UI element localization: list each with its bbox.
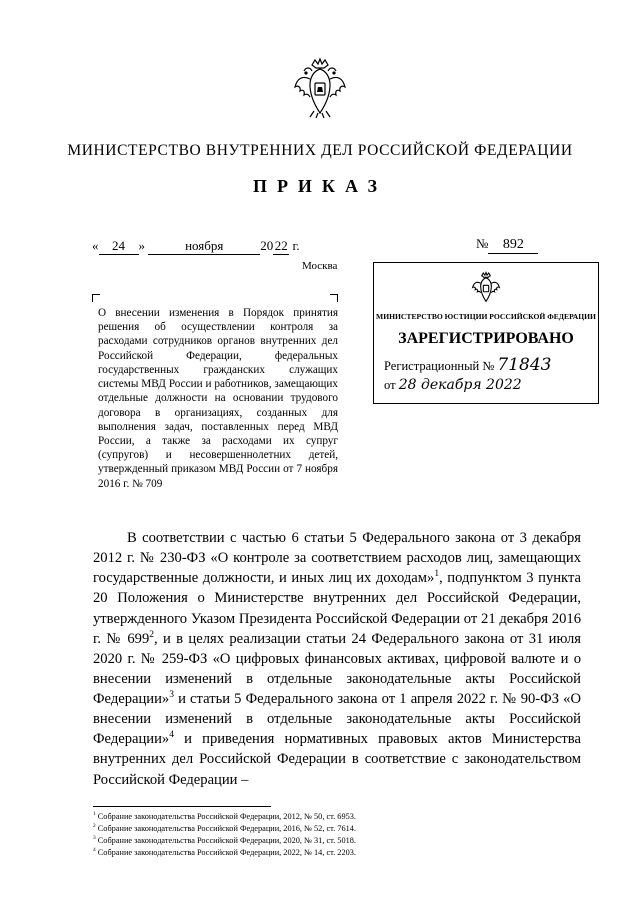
corner-bracket-right [330, 294, 338, 302]
stamp-reg-number: 71843 [497, 355, 552, 375]
date-year-suffix: 22 [274, 238, 288, 253]
number-sign: № [476, 236, 489, 251]
date-day: 24 [99, 238, 139, 255]
date-year-abbr: г. [292, 238, 300, 253]
date-close-quote: » [138, 238, 145, 253]
footnote-divider [93, 806, 271, 807]
footnote-text: Собрание законодательства Российской Федерации, 2022, № 14, ст. 2203. [97, 848, 356, 858]
footnotes [93, 811, 593, 859]
coat-of-arms-icon [292, 57, 348, 119]
body-text-segment: , и в целях реализации статьи 24 Федерального закона от 31 июля 2020 г. № 259-ФЗ «О цифровых финансовых активах, цифровой валюте и о внесении изменений в отдельные законодательные акты Российской Федерации» [93, 630, 581, 707]
footnote-item [93, 823, 593, 835]
footnote-text: Собрание законодательства Российской Федерации, 2020, № 31, ст. 5018. [97, 836, 356, 846]
body-text-segment: и статьи 5 Федерального закона от 1 апреля 2022 г. № 90-ФЗ «О внесении изменений в отдельные законодательные акты Российской Федерации» [93, 691, 581, 748]
stamp-date-value: 28 декабря 2022 [398, 377, 522, 393]
corner-bracket-left [92, 294, 100, 302]
order-date [92, 238, 300, 255]
order-number [476, 236, 538, 254]
footnote-item [93, 811, 593, 823]
body-text-segment: , подпунктом 3 пункта 20 Положения о Министерстве внутренних дел Российской Федерации, утвержденного Указом Президента Российской Федерации от 21 декабря 2016 г. № 699 [93, 570, 581, 647]
footnote-ref: 4 [169, 730, 174, 741]
stamp-eagle-icon [471, 271, 501, 305]
footnote-mark: 1 [93, 811, 96, 818]
footnote-text: Собрание законодательства Российской Федерации, 2016, № 52, ст. 7614. [97, 824, 356, 834]
stamp-date-label: от [384, 378, 396, 392]
stamp-date-line [384, 377, 522, 393]
footnote-item [93, 847, 593, 859]
city-label: Москва [302, 260, 338, 272]
footnote-mark: 4 [93, 847, 96, 854]
footnote-mark: 2 [93, 823, 96, 830]
stamp-registration-line [384, 355, 551, 375]
body-text-segment: В соответствии с частью 6 статьи 5 Федерального закона от 3 декабря 2012 г. № 230-ФЗ «О контроле за соответствием расходов лиц, замещающих государственные должности, и иных лиц их доходам» [93, 530, 581, 587]
date-month: ноября [148, 238, 260, 255]
date-year-prefix: 20 [260, 238, 274, 253]
number-value: 892 [488, 237, 538, 254]
footnote-mark: 3 [93, 835, 96, 842]
ministry-title: МИНИСТЕРСТВО ВНУТРЕННИХ ДЕЛ РОССИЙСКОЙ ФЕДЕРАЦИИ [67, 142, 573, 159]
stamp-registered: ЗАРЕГИСТРИРОВАНО [398, 330, 574, 347]
stamp-ministry: МИНИСТЕРСТВО ЮСТИЦИИ РОССИЙСКОЙ ФЕДЕРАЦИИ [376, 312, 596, 321]
body-paragraph [93, 528, 581, 790]
footnote-item [93, 835, 593, 847]
footnote-text: Собрание законодательства Российской Федерации, 2012, № 50, ст. 6953. [97, 812, 356, 821]
stamp-reg-label: Регистрационный № [384, 359, 495, 373]
date-open-quote: « [92, 238, 99, 253]
body-text-segment: и приведения нормативных правовых актов Министерства внутренних дел Российской Федерации в соответствие с законодательством Российской Федерации – [93, 731, 581, 788]
footnote-ref: 3 [169, 690, 174, 701]
footnote-ref: 2 [149, 629, 154, 640]
document-type: ПРИКАЗ [252, 176, 388, 196]
footnote-ref: 1 [434, 569, 440, 580]
order-subject: О внесении изменения в Порядок принятия решения об осуществлении контроля за расходами сотрудников органов внутренних дел Российской Федерации, федеральных государственных гражданских служащих системы МВД России и работников, замещающих отдельные должности на основании трудового договора в организациях, созданных для выполнения задач, поставленных перед МВД России, а также за расходами их супруг (супругов) и несовершеннолетних детей, утвержденный приказом МВД России от 7 ноября 2016 г. № 709 [98, 307, 338, 490]
